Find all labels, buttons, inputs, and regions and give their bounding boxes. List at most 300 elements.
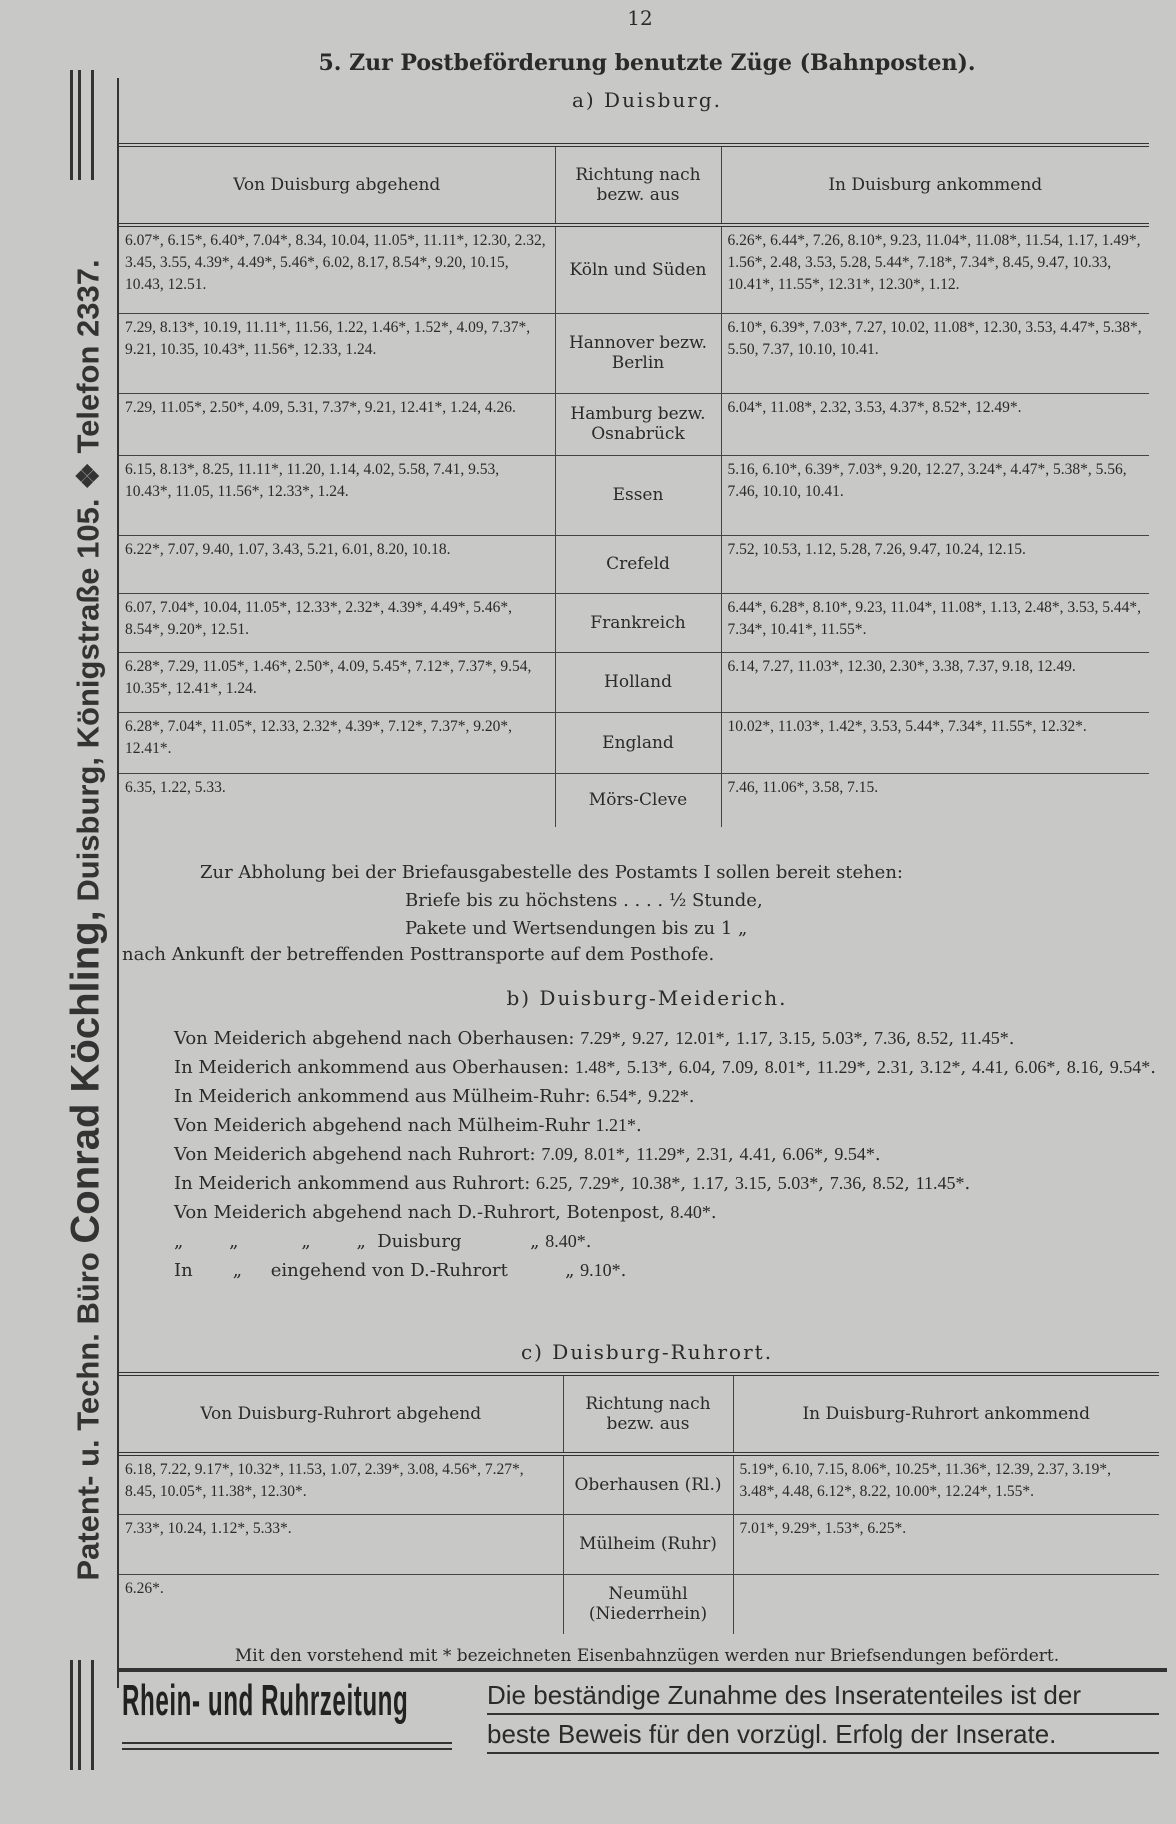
train-time: 9.47 — [1037, 254, 1065, 271]
train-time: 5.46* — [473, 598, 509, 616]
col-direction: Richtung nach bezw. aus — [555, 145, 721, 225]
train-time: 10.15 — [469, 254, 505, 271]
meiderich-line: In „ eingehend von D.-Ruhrort „ 9.10*. — [174, 1260, 627, 1281]
train-time: 8.01* — [584, 1144, 625, 1164]
line-label: In Meiderich ankommend aus Mülheim-Ruhr: — [174, 1086, 591, 1107]
train-time: 12.30 — [982, 318, 1018, 336]
train-time: 3.19* — [1072, 1461, 1108, 1478]
table-row — [119, 313, 1149, 393]
train-time: 6.18 — [125, 1461, 153, 1478]
line-label: Von Meiderich abgehend nach Oberhausen: — [174, 1028, 575, 1049]
train-time: 5.03* — [822, 1028, 863, 1048]
train-time: 3.53 — [870, 717, 898, 735]
train-time: 1.12* — [210, 1519, 246, 1537]
train-time: 8.54* — [392, 254, 428, 271]
train-time: 6.40* — [210, 232, 246, 249]
train-time: 6.44* — [770, 232, 805, 249]
train-time: 11.45* — [915, 1173, 965, 1193]
train-time: 11.06* — [762, 778, 805, 796]
train-time: 1.17 — [1066, 232, 1094, 249]
train-time: 9.20 — [890, 460, 918, 478]
table-row — [119, 1574, 1159, 1634]
train-time: 6.39* — [805, 460, 840, 478]
train-time: 1.52* — [413, 318, 449, 336]
train-time: 7.15 — [847, 778, 875, 796]
train-time: 7.01* — [739, 1519, 775, 1537]
train-time: 1.22 — [336, 318, 364, 336]
train-time: 5.38* — [1053, 460, 1088, 478]
sidebar-prefix: Patent- u. Techn. Büro — [70, 1252, 106, 1581]
train-time: 9.20* — [167, 620, 203, 638]
train-time: 12.39 — [994, 1461, 1030, 1478]
train-time: 12.33* — [267, 482, 310, 500]
line-label: Von Meiderich abgehend nach D.-Ruhrort, Botenpost, — [174, 1202, 665, 1223]
train-time: 12.49 — [1036, 657, 1072, 675]
train-time: 8.52 — [872, 1173, 905, 1193]
train-time: 1.42* — [827, 717, 863, 735]
train-time: 7.29 — [125, 398, 153, 416]
train-time: 12.01* — [675, 1028, 725, 1048]
train-time: 11.05* — [210, 717, 253, 735]
train-time: 6.26* — [727, 232, 763, 249]
train-time: 7.36 — [873, 1028, 906, 1048]
train-time: 3.48* — [739, 1483, 775, 1500]
train-time: 5.38* — [1102, 318, 1138, 336]
meiderich-list — [122, 1024, 1162, 1285]
train-time: 6.15* — [167, 232, 203, 249]
train-time: 6.28* — [125, 657, 160, 675]
train-time: 8.45 — [1002, 254, 1030, 271]
train-time: 1.07 — [329, 1461, 357, 1478]
train-time: 10.43* — [125, 482, 168, 500]
train-time: 4.41 — [971, 1057, 1004, 1077]
train-time: 5.16 — [727, 460, 755, 478]
train-time: 5.31 — [287, 398, 315, 416]
table-row — [119, 773, 1149, 827]
train-time: 2.32* — [345, 598, 381, 616]
duisburg-trains-table — [119, 143, 1149, 827]
train-time: 1.24 — [225, 679, 253, 697]
train-time: 7.41 — [433, 460, 461, 478]
train-time: 6.04* — [727, 398, 763, 416]
train-time: 1.21* — [595, 1115, 637, 1135]
departing-times: 7.33*, 10.24, 1.12*, 5.33*. — [119, 1514, 563, 1574]
train-time: 4.37* — [889, 398, 925, 416]
train-time: 12.30 — [472, 232, 507, 249]
train-time: 5.56 — [1095, 460, 1123, 478]
train-time: 6.02 — [322, 254, 350, 271]
train-time: 10.02 — [890, 318, 926, 336]
train-time: 7.27 — [855, 318, 883, 336]
arriving-times: 5.16, 6.10*, 6.39*, 7.03*, 9.20, 12.27, 3.24*, 4.47*, 5.38*, 5.56, 7.46, 10.10, 10.41. — [721, 455, 1149, 535]
train-time: 11.05 — [175, 482, 210, 500]
train-time: 3.15 — [734, 1173, 767, 1193]
train-time: 5.50 — [727, 340, 755, 358]
train-time: 11.11* — [422, 232, 465, 249]
train-time: 7.03* — [847, 460, 883, 478]
train-time: 6.25* — [867, 1519, 903, 1537]
train-time: 7.37* — [491, 318, 527, 336]
train-time: 7.03* — [812, 318, 848, 336]
train-time: 11.08* — [974, 232, 1017, 249]
line-label: Von Meiderich abgehend nach Ruhrort: — [174, 1144, 536, 1165]
train-time: 1.22 — [159, 778, 187, 796]
train-time: 7.52 — [727, 540, 755, 558]
table-row — [119, 535, 1149, 593]
train-time: 6.10* — [762, 460, 798, 478]
train-time: 11.04* — [890, 598, 933, 616]
train-time: 12.33 — [302, 340, 338, 358]
sidebar-name: Conrad Köchling, — [63, 910, 108, 1244]
train-time: 5.33 — [194, 778, 222, 796]
train-time: 10.04 — [202, 598, 238, 616]
train-time: 6.26* — [125, 1579, 160, 1597]
train-time: 4.09 — [252, 398, 280, 416]
train-time: 7.09 — [541, 1144, 573, 1164]
arriving-times: 6.10*, 6.39*, 7.03*, 7.27, 10.02, 11.08*, 12.30, 3.53, 4.47*, 5.38*, 5.50, 7.37, 10.10, 10.41. — [721, 313, 1149, 393]
train-time: 12.51 — [167, 276, 203, 293]
section-c-heading: c) Duisburg-Ruhrort. — [520, 1340, 774, 1364]
train-time: 11.11* — [245, 318, 287, 336]
table-row — [119, 593, 1149, 652]
train-time: 2.32 — [819, 398, 848, 416]
line-label: In „ eingehend von D.-Ruhrort „ — [174, 1260, 575, 1281]
train-time: 5.28 — [839, 254, 867, 271]
direction: Hamburg bezw. Osnabrück — [555, 393, 721, 455]
train-time: 11.56* — [217, 482, 260, 500]
table-row — [119, 455, 1149, 535]
train-time: 9.27 — [632, 1028, 664, 1048]
train-time: 12.31* — [827, 276, 871, 293]
pickup-letters: Briefe bis zu höchstens . . . . ½ Stunde, — [405, 890, 763, 911]
train-time: 1.12 — [928, 276, 956, 293]
train-time: 8.52 — [916, 1028, 949, 1048]
train-time: 7.37* — [457, 657, 493, 675]
train-time: 8.10* — [847, 232, 883, 249]
train-time: 10.35* — [125, 679, 168, 697]
sidebar-suffix: Duisburg, Königstraße 105. ❖ Telefon 2337. — [70, 259, 106, 902]
logo-rule — [122, 1748, 452, 1750]
train-time: 1.49* — [1101, 232, 1137, 249]
train-time: 3.55 — [159, 254, 187, 271]
train-time: 12.33* — [294, 598, 338, 616]
direction: Essen — [555, 455, 721, 535]
train-time: 4.47* — [1010, 460, 1046, 478]
advert-rule — [117, 1668, 1167, 1672]
train-time: 11.56 — [294, 318, 329, 336]
train-time: 7.34* — [947, 717, 983, 735]
train-time: 4.39* — [345, 717, 381, 735]
direction: Neumühl (Niederrhein) — [563, 1574, 733, 1634]
train-time: 2.39* — [364, 1461, 400, 1478]
train-time: 12.24* — [944, 1483, 988, 1500]
arriving-times: 7.52, 10.53, 1.12, 5.28, 7.26, 9.47, 10.24, 12.15. — [721, 535, 1149, 593]
train-time: 8.22 — [859, 1483, 887, 1500]
train-time: 10.19 — [202, 318, 238, 336]
train-time: 11.08* — [770, 398, 813, 416]
train-time: 12.49* — [974, 398, 1018, 416]
meiderich-line: „ „ „ „ Duisburg „ 8.40*. — [174, 1231, 592, 1252]
train-time: 11.08* — [940, 598, 983, 616]
train-time: 11.55* — [990, 717, 1033, 735]
train-time: 2.31 — [696, 1144, 729, 1164]
train-time: 9.54* — [1109, 1057, 1151, 1077]
train-time: 8.16 — [1066, 1057, 1099, 1077]
train-time: 7.46 — [727, 778, 755, 796]
train-time: 4.39* — [194, 254, 230, 271]
train-time: 10.05* — [159, 1483, 203, 1500]
departing-times: 6.07*, 6.15*, 6.40*, 7.04*, 8.34, 10.04, 11.05*, 11.11*, 12.30, 2.32, 3.45, 3.55, 4.39*, 4.49*, 5.46*, 6.02, 8.17, 8.54*, 9.20, 10.15, 10.43, 12.51. — [119, 225, 555, 313]
train-time: 1.53* — [824, 1519, 860, 1537]
arriving-times: 6.26*, 6.44*, 7.26, 8.10*, 9.23, 11.04*, 11.08*, 11.54, 1.17, 1.49*, 1.56*, 2.48, 3.53, 5.28, 5.44*, 7.18*, 7.34*, 8.45, 9.47, 10.33, 10.41*, 11.55*, 12.31*, 12.30*, 1.12. — [721, 225, 1149, 313]
train-time: 6.12* — [817, 1483, 852, 1500]
train-time: 9.22* — [648, 1086, 689, 1106]
departing-times: 6.15, 8.13*, 8.25, 11.11*, 11.20, 1.14, 4.02, 5.58, 7.41, 9.53, 10.43*, 11.05, 11.56*, 12.33*, 1.24. — [119, 455, 555, 535]
section-b-heading: b) Duisburg-Meiderich. — [506, 986, 788, 1010]
train-time: 5.44* — [905, 717, 941, 735]
train-time: 6.07 — [125, 598, 153, 616]
train-time: 7.34* — [727, 620, 763, 638]
train-time: 9.53 — [468, 460, 496, 478]
train-time: 6.07* — [125, 232, 160, 249]
train-time: 10.43* — [202, 340, 246, 358]
train-time: 2.37 — [1037, 1461, 1065, 1478]
direction: Mülheim (Ruhr) — [563, 1514, 733, 1574]
train-time: 11.08* — [932, 318, 975, 336]
train-time: 7.36 — [829, 1173, 862, 1193]
departing-times: 6.18, 7.22, 9.17*, 10.32*, 11.53, 1.07, 2.39*, 3.08, 4.56*, 7.27*, 8.45, 10.05*, 11.38*, 12.30*. — [119, 1454, 563, 1514]
train-time: 2.50* — [209, 398, 245, 416]
departing-times: 6.35, 1.22, 5.33. — [125, 778, 226, 796]
train-time: 9.23 — [890, 232, 918, 249]
meiderich-line: Von Meiderich abgehend nach D.-Ruhrort, Botenpost, 8.40*. — [174, 1202, 717, 1223]
train-time: 11.03* — [797, 657, 840, 675]
train-time: 7.04* — [159, 598, 195, 616]
table-row — [119, 393, 1149, 455]
page-title: 5. Zur Postbeförderung benutzte Züge (Bahnposten). — [318, 50, 976, 76]
train-time: 7.09 — [721, 1057, 754, 1077]
train-time: 7.12* — [415, 657, 450, 675]
train-time: 9.20 — [435, 254, 463, 271]
direction: Mörs-Cleve — [555, 773, 721, 827]
train-time: 6.28* — [770, 598, 805, 616]
train-time: 8.01* — [764, 1057, 806, 1077]
train-time: 8.13* — [159, 460, 195, 478]
train-time: 4.09 — [456, 318, 484, 336]
train-time: 2.48* — [1024, 598, 1060, 616]
train-time: 10.10 — [762, 482, 798, 500]
train-time: 4.26 — [484, 398, 512, 416]
train-time: 6.15 — [125, 460, 153, 478]
train-time: 12.41* — [399, 398, 443, 416]
train-time: 3.53 — [1067, 598, 1095, 616]
train-time: 9.54 — [500, 657, 528, 675]
train-time: 8.45 — [125, 1483, 153, 1500]
train-time: 10.02* — [727, 717, 771, 735]
train-time: 3.53 — [854, 398, 882, 416]
table-row — [119, 1514, 1159, 1574]
train-time: 5.13* — [626, 1057, 668, 1077]
train-time: 6.28* — [125, 717, 160, 735]
train-time: 11.03* — [777, 717, 820, 735]
train-time: 12.30* — [260, 1483, 303, 1500]
train-time: 6.35 — [125, 778, 153, 796]
train-time: 11.29* — [636, 1144, 686, 1164]
train-time: 7.46 — [727, 482, 755, 500]
train-time: 1.14 — [328, 460, 356, 478]
col-departing: Von Duisburg abgehend — [119, 145, 555, 225]
train-time: 10.53 — [762, 540, 798, 558]
train-time: 11.36* — [944, 1461, 987, 1478]
train-time: 3.43 — [272, 540, 300, 558]
train-time: 4.56* — [442, 1461, 478, 1478]
train-time: 10.43 — [125, 276, 160, 293]
train-time: 7.29* — [580, 1028, 621, 1048]
train-time: 8.34 — [295, 232, 323, 249]
train-time: 3.12* — [919, 1057, 961, 1077]
meiderich-line: Von Meiderich abgehend nach Oberhausen: 7.29*, 9.27, 12.01*, 1.17, 3.15, 5.03*, 7.36, 8.52, 11.45*. — [174, 1028, 1015, 1049]
train-time: 12.41* — [125, 739, 168, 757]
train-time: 2.32 — [514, 232, 542, 249]
departing-times: 6.28*, 7.29, 11.05*, 1.46*, 2.50*, 4.09, 5.45*, 7.12*, 7.37*, 9.54, 10.35*, 12.41*, 1.24. — [119, 652, 555, 712]
table-row — [119, 225, 1149, 313]
train-time: 9.47 — [909, 540, 937, 558]
train-time: 5.46* — [280, 254, 315, 271]
train-time: 5.44* — [874, 254, 910, 271]
train-time: 11.05* — [245, 598, 288, 616]
train-time: 1.24 — [317, 482, 345, 500]
train-time: 6.22* — [125, 540, 160, 558]
col-arriving: In Duisburg ankommend — [721, 145, 1149, 225]
train-time: 1.56* — [727, 254, 763, 271]
train-time: 12.30* — [878, 276, 921, 293]
train-time: 7.15 — [817, 1461, 845, 1478]
train-time: 7.12* — [387, 717, 423, 735]
train-time: 9.40 — [202, 540, 230, 558]
train-time: 7.27* — [484, 1461, 520, 1478]
train-time: 6.06* — [782, 1144, 823, 1164]
train-time: 2.30* — [889, 657, 925, 675]
train-time: 6.06* — [1014, 1057, 1056, 1077]
train-time: 6.54* — [596, 1086, 637, 1106]
departing-times: 7.29, 8.13*, 10.19, 11.11*, 11.56, 1.22, 1.46*, 1.52*, 4.09, 7.37*, 9.21, 10.35, 10.43*, 11.56*, 12.33, 1.24. — [119, 313, 555, 393]
train-time: 3.15 — [779, 1028, 811, 1048]
train-time: 1.24 — [449, 398, 478, 416]
train-time: 11.29* — [816, 1057, 866, 1077]
train-time: 4.49* — [237, 254, 273, 271]
train-time: 11.55* — [777, 276, 820, 293]
direction: Köln und Süden — [555, 225, 721, 313]
train-time: 12.41* — [175, 679, 218, 697]
train-time: 1.07 — [237, 540, 265, 558]
train-time: 7.29 — [125, 318, 153, 336]
train-time: 7.07 — [167, 540, 195, 558]
sidebar-rule-top — [70, 70, 94, 180]
train-time: 11.04* — [925, 232, 968, 249]
train-time: 10.24 — [167, 1519, 203, 1537]
train-time: 8.06* — [851, 1461, 887, 1478]
train-time: 4.09 — [337, 657, 365, 675]
train-time: 1.12 — [805, 540, 833, 558]
direction: Holland — [555, 652, 721, 712]
arriving-times: 6.04*, 11.08*, 2.32, 3.53, 4.37*, 8.52*, 12.49*. — [721, 393, 1149, 455]
train-time: 7.37 — [762, 340, 790, 358]
table-row — [119, 1454, 1159, 1514]
train-time: 11.05* — [159, 398, 202, 416]
line-label: In Meiderich ankommend aus Oberhausen: — [174, 1057, 570, 1078]
train-time: 10.38* — [630, 1173, 681, 1193]
ruhrort-trains-table — [119, 1372, 1159, 1634]
train-time: 8.52* — [932, 398, 968, 416]
train-time: 12.32* — [1040, 717, 1083, 735]
meiderich-line: In Meiderich ankommend aus Ruhrort: 6.25, 7.29*, 10.38*, 1.17, 3.15, 5.03*, 7.36, 8.52, 11.45*. — [174, 1173, 971, 1194]
train-time: 7.29 — [167, 657, 195, 675]
departing-times: 7.29, 11.05*, 2.50*, 4.09, 5.31, 7.37*, 9.21, 12.41*, 1.24, 4.26. — [119, 393, 555, 455]
train-time: 11.45* — [959, 1028, 1009, 1048]
train-time: 7.04* — [167, 717, 203, 735]
train-time: 7.27 — [762, 657, 790, 675]
train-time: 8.13* — [159, 318, 195, 336]
train-time: 10.10 — [797, 340, 833, 358]
train-time: 1.46* — [371, 318, 407, 336]
advert-line-1: Die beständige Zunahme des Inseratenteiles ist der — [487, 1680, 1159, 1715]
train-time: 12.51 — [210, 620, 246, 638]
train-time: 6.25 — [536, 1173, 568, 1193]
table-row — [119, 652, 1149, 712]
train-time: 8.40* — [545, 1231, 586, 1251]
direction: Hannover bezw. Berlin — [555, 313, 721, 393]
pickup-parcels: Pakete und Wertsendungen bis zu 1 „ — [405, 918, 748, 939]
train-time: 2.32* — [302, 717, 338, 735]
table-header — [119, 1374, 1159, 1454]
train-time: 4.39* — [387, 598, 423, 616]
meiderich-line: Von Meiderich abgehend nach Mülheim-Ruhr 1.21*. — [174, 1115, 642, 1136]
train-time: 10.41* — [770, 620, 813, 638]
train-time: 1.55* — [995, 1483, 1031, 1500]
pickup-outro: nach Ankunft der betreffenden Posttransporte auf dem Posthofe. — [122, 944, 715, 965]
train-time: 1.13 — [989, 598, 1017, 616]
train-time: 11.54 — [1024, 232, 1060, 249]
train-time: 5.19* — [739, 1461, 775, 1478]
meiderich-line: In Meiderich ankommend aus Oberhausen: 1.48*, 5.13*, 6.04, 7.09, 8.01*, 11.29*, 2.31, 3.12*, 4.41, 6.06*, 8.16, 9.54*. — [174, 1057, 1156, 1078]
arriving-times — [733, 1574, 1159, 1634]
train-time: 8.40* — [670, 1202, 711, 1222]
train-time: 5.44* — [1102, 598, 1138, 616]
table-header — [119, 145, 1149, 225]
train-time: 8.10* — [812, 598, 848, 616]
train-time: 4.47* — [1060, 318, 1096, 336]
train-time: 10.04 — [330, 232, 366, 249]
train-time: 6.14 — [727, 657, 755, 675]
train-time: 6.04 — [678, 1057, 711, 1077]
train-time: 6.39* — [770, 318, 805, 336]
train-time: 3.58 — [812, 778, 840, 796]
departing-times: 6.26*. — [125, 1579, 164, 1597]
train-time: 7.26 — [812, 232, 840, 249]
train-time: 11.55* — [820, 620, 863, 638]
line-label: Von Meiderich abgehend nach Mülheim-Ruhr — [174, 1115, 590, 1136]
departing-times: 6.28*, 7.04*, 11.05*, 12.33, 2.32*, 4.39*, 7.12*, 7.37*, 9.20*, 12.41*. — [119, 712, 555, 773]
train-time: 7.29* — [578, 1173, 620, 1193]
train-time: 9.17* — [194, 1461, 230, 1478]
meiderich-line: In Meiderich ankommend aus Mülheim-Ruhr: 6.54*, 9.22*. — [174, 1086, 695, 1107]
train-time: 3.45 — [125, 254, 153, 271]
train-time: 3.24* — [967, 460, 1003, 478]
train-time: 11.20 — [286, 460, 321, 478]
train-time: 12.30 — [847, 657, 882, 675]
logo-rule — [122, 1742, 452, 1744]
train-time: 9.21 — [125, 340, 153, 358]
